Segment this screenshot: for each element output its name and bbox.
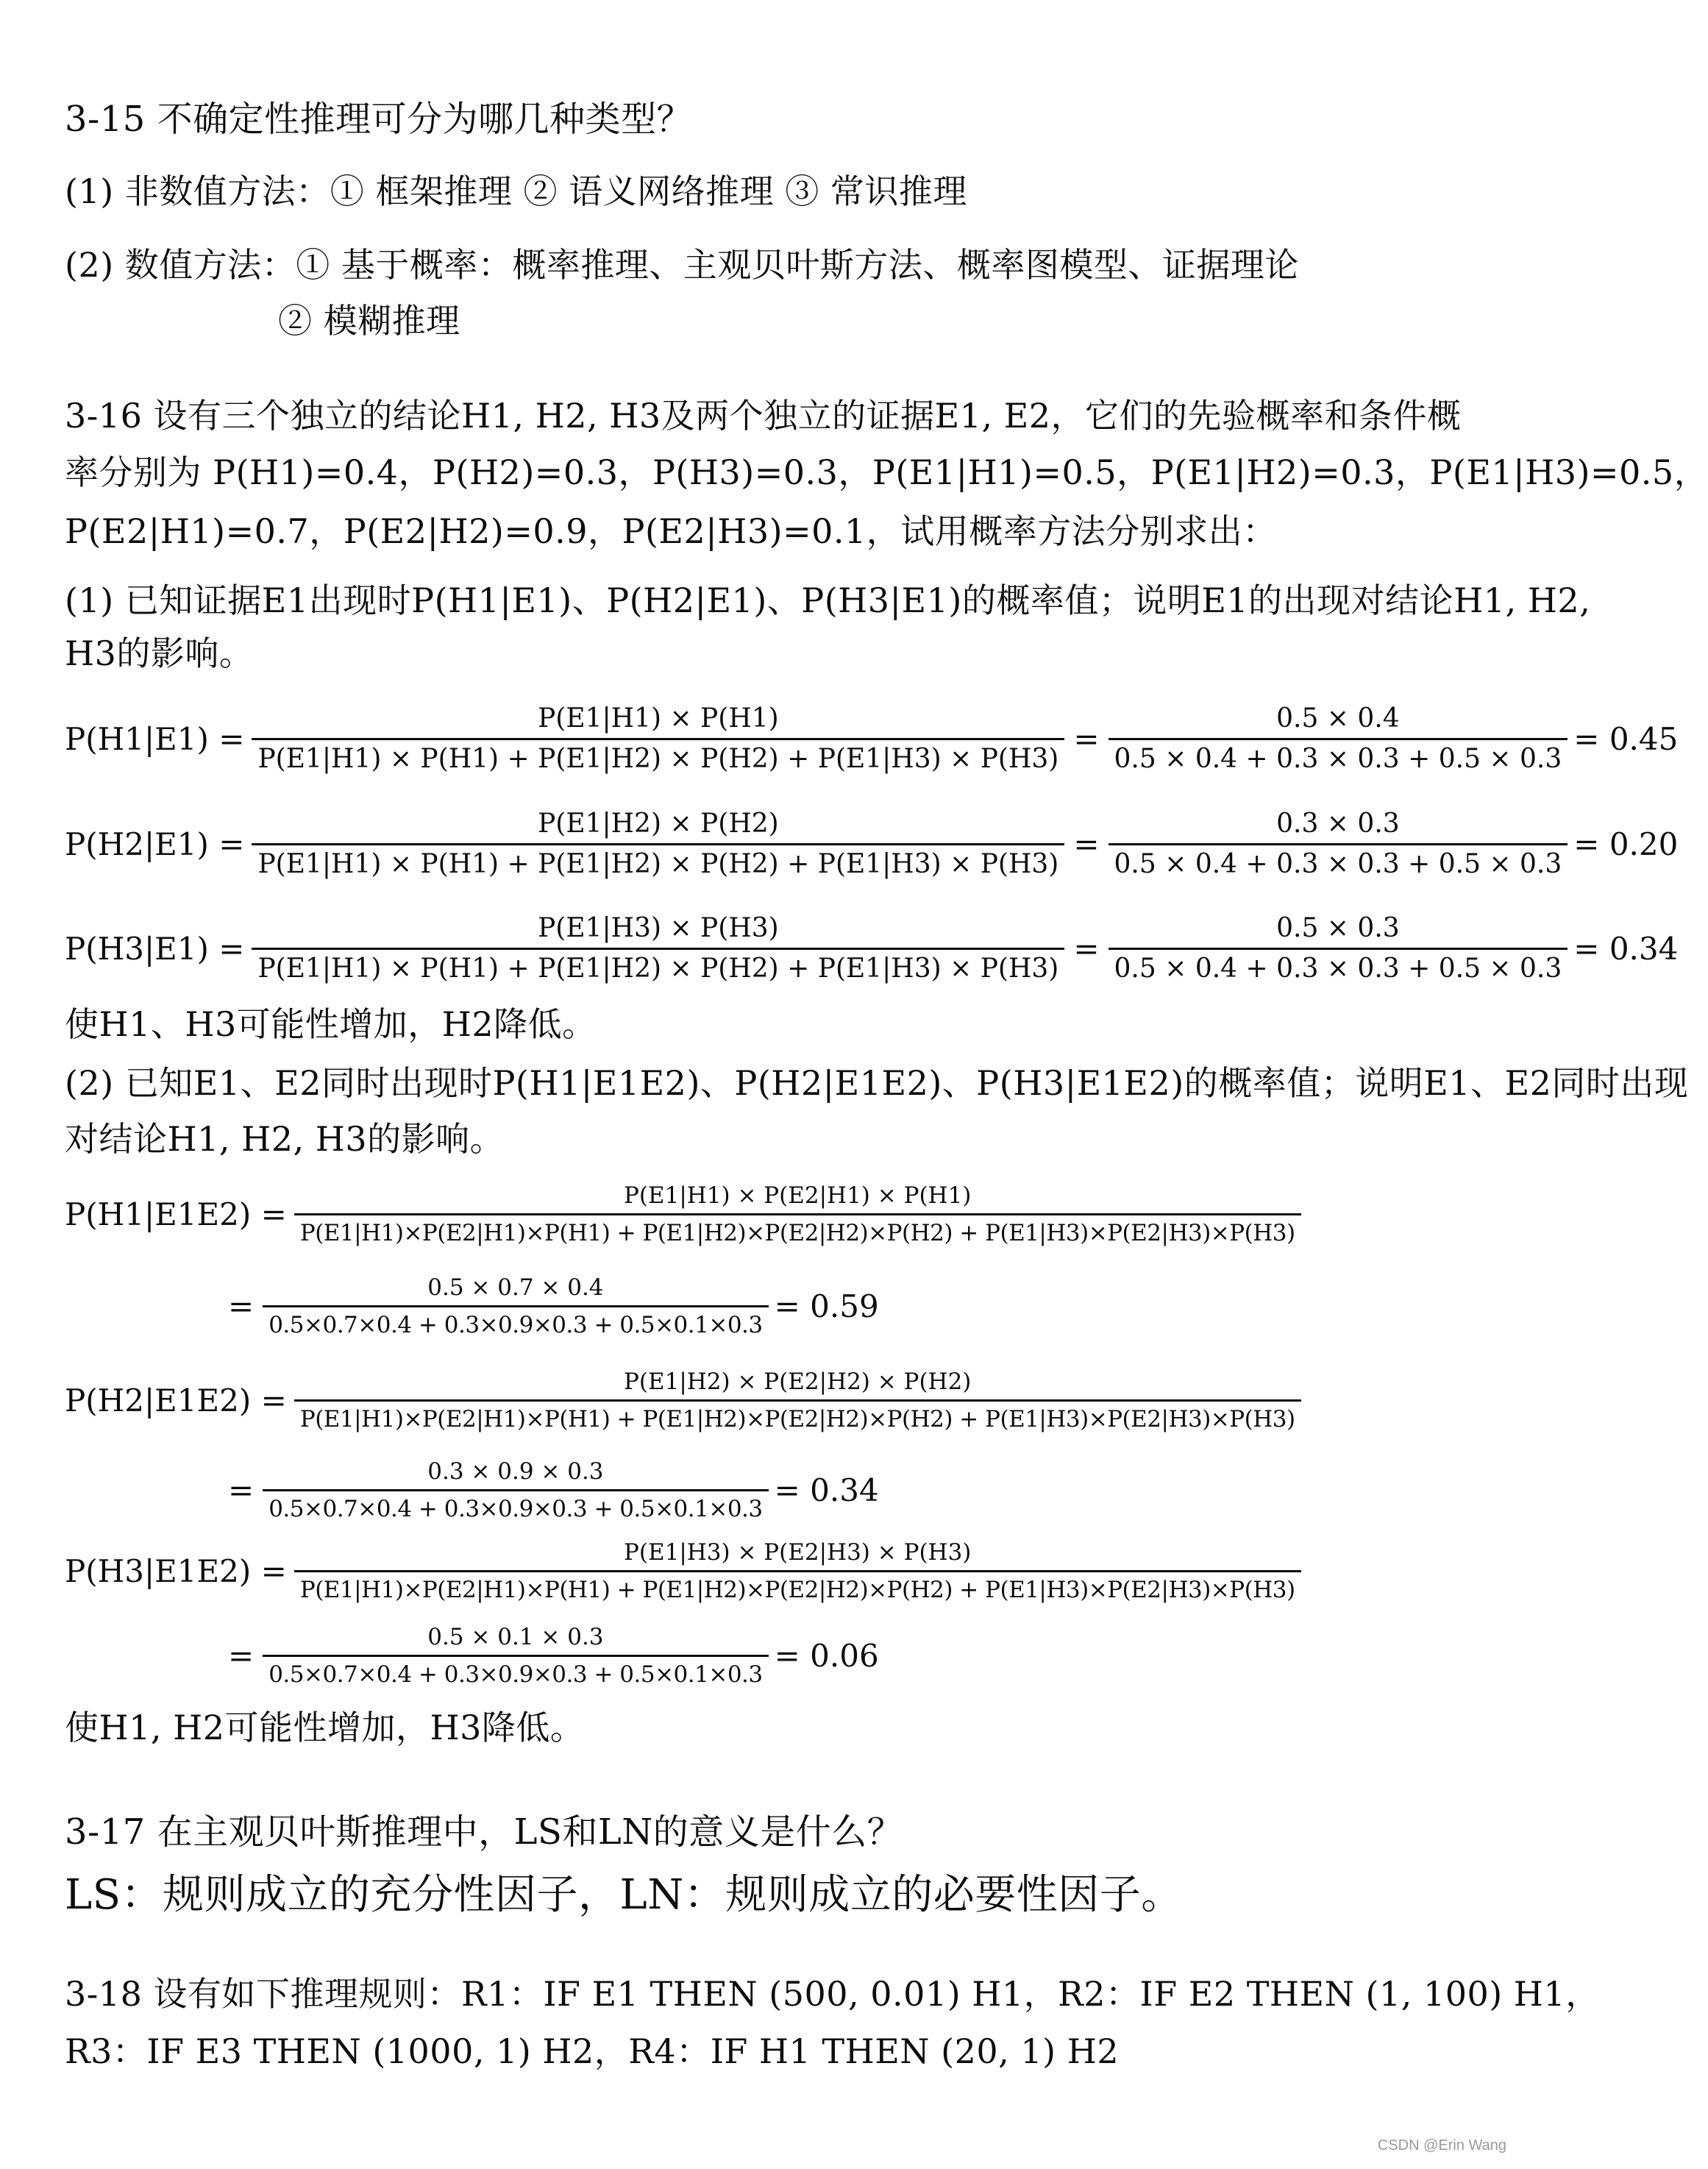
question-3-17-title: 3-17 在主观贝叶斯推理中，LS和LN的意义是什么？ — [65, 1811, 903, 1853]
equation-result: = 0.34 — [774, 1472, 879, 1508]
numerator: P(E1|H2) × P(H2) — [538, 809, 779, 839]
question-3-18-line-2: R3：IF E3 THEN (1000, 1) H2，R4：IF H1 THEN (20, 1) H2 — [65, 2031, 1120, 2071]
q315-fuzzy-reasoning: ② 模糊推理 — [278, 301, 460, 341]
numerator: 0.5 × 0.1 × 0.3 — [427, 1624, 604, 1650]
denominator: 0.5×0.7×0.4 + 0.3×0.9×0.3 + 0.5×0.1×0.3 — [263, 1655, 768, 1689]
denominator: 0.5 × 0.4 + 0.3 × 0.3 + 0.5 × 0.3 — [1109, 948, 1568, 985]
numerator: 0.3 × 0.3 — [1276, 809, 1400, 839]
fraction-numeric — [263, 1457, 768, 1524]
numerator: P(E1|H1) × P(E2|H1) × P(H1) — [624, 1182, 972, 1209]
fraction-symbolic — [294, 1538, 1301, 1605]
numerator: P(E1|H3) × P(H3) — [538, 913, 779, 943]
equation-p-h1-given-e1e2 — [65, 1181, 1301, 1248]
denominator: P(E1|H1)×P(E2|H1)×P(H1) + P(E1|H2)×P(E2|H2)×P(H2) + P(E1|H3)×P(E2|H3)×P(H3) — [294, 1213, 1301, 1248]
equation-lhs: P(H2|E1) = — [65, 826, 245, 862]
fraction-numeric — [1109, 808, 1568, 881]
equation-p-h3-given-e1: P(H3|E1) = $\frac{P(E1|H3) \times P(H3)}{P(E1|H1) \times P(H1) + P(E1|H2) \times P(H2) + P(E1|H3) \times P(H3)}$ = $\frac{0.5 \times 0.3}{0.5 \times 0.4 + 0.3 \times 0.3 + 0.5 \times 0.3}$ = 0.34 — [65, 913, 1679, 984]
q315-numeric-methods: (2) 数值方法：① 基于概率：概率推理、主观贝叶斯方法、概率图模型、证据理论 — [65, 245, 1299, 285]
q316-part-2-conclusion: 使H1, H2可能性增加，H3降低。 — [65, 1708, 585, 1747]
numerator: P(E1|H2) × P(E2|H2) × P(H2) — [624, 1369, 972, 1395]
numerator: 0.5 × 0.7 × 0.4 — [427, 1274, 604, 1301]
q317-answer: LS：规则成立的充分性因子，LN：规则成立的必要性因子。 — [65, 1871, 1183, 1919]
fraction-numeric — [263, 1622, 768, 1689]
numerator: P(E1|H3) × P(E2|H3) × P(H3) — [624, 1539, 972, 1566]
equation-result: = 0.45 — [1573, 721, 1679, 757]
equation-p-h1-given-e1: P(H1|E1) = $\frac{P(E1|H1) \times P(H1)}{P(E1|H1) \times P(H1) + P(E1|H2) \times P(H2) + P(E1|H3) \times P(H3)}$ = $\frac{0.5 \times 0.4}{0.5 \times 0.4 + 0.3 \times 0.3 + 0.5 \times 0.3}$ = 0.45 — [65, 703, 1679, 774]
q316-statement-line-3: P(E2|H1)=0.7，P(E2|H2)=0.9，P(E2|H3)=0.1，试用概率方法分别求出： — [65, 511, 1277, 551]
denominator: P(E1|H1)×P(E2|H1)×P(H1) + P(E1|H2)×P(E2|H2)×P(H2) + P(E1|H3)×P(E2|H3)×P(H3) — [294, 1570, 1301, 1605]
denominator: 0.5 × 0.4 + 0.3 × 0.3 + 0.5 × 0.3 — [1109, 738, 1568, 775]
q316-part-2-line-2: 对结论H1, H2, H3的影响。 — [65, 1119, 505, 1159]
denominator: P(E1|H1) × P(H1) + P(E1|H2) × P(H2) + P(E1|H3) × P(H3) — [252, 948, 1064, 985]
equation-result: = 0.20 — [1573, 826, 1679, 862]
q316-part-1-line-1: (1) 已知证据E1出现时P(H1|E1)、P(H2|E1)、P(H3|E1)的概率值；说明E1的出现对结论H1, H2, — [65, 581, 1591, 620]
q316-statement-line-2: 率分别为 P(H1)=0.4，P(H2)=0.3，P(H3)=0.3，P(E1|H1)=0.5，P(E1|H2)=0.3，P(E1|H3)=0.5， — [65, 452, 1708, 492]
q316-part-2-line-1: (2) 已知E1、E2同时出现时P(H1|E1E2)、P(H2|E1E2)、P(H3|E1E2)的概率值；说明E1、E2同时出现 — [65, 1063, 1689, 1103]
numerator: 0.5 × 0.4 — [1276, 703, 1400, 734]
watermark: CSDN @Erin Wang — [1377, 2137, 1506, 2154]
equation-p-h1-given-e1e2-numeric: = $\frac{0.5 \times 0.7 \times 0.4}{0.5\times 0.7\times 0.4 + 0.3\times 0.9\times 0.3 + 0.5\times 0.1\times 0.3}$ = 0.59 — [228, 1274, 879, 1338]
numerator: 0.3 × 0.9 × 0.3 — [427, 1458, 604, 1485]
equation-p-h2-given-e1e2-numeric: = $\frac{0.3 \times 0.9 \times 0.3}{0.5\times 0.7\times 0.4 + 0.3\times 0.9\times 0.3 + 0.5\times 0.1\times 0.3}$ = 0.34 — [228, 1458, 879, 1522]
equation-p-h2-given-e1e2 — [65, 1367, 1301, 1434]
fraction-numeric — [1109, 703, 1568, 775]
equation-lhs: P(H1|E1) = — [65, 721, 245, 757]
equation-p-h3-given-e1e2-numeric: = $\frac{0.5 \times 0.1 \times 0.3}{0.5\times 0.7\times 0.4 + 0.3\times 0.9\times 0.3 + 0.5\times 0.1\times 0.3}$ = 0.06 — [228, 1624, 879, 1688]
equation-p-h2-given-e1: P(H2|E1) = $\frac{P(E1|H2) \times P(H2)}{P(E1|H1) \times P(H1) + P(E1|H2) \times P(H2) + P(E1|H3) \times P(H3)}$ = $\frac{0.3 \times 0.3}{0.5 \times 0.4 + 0.3 \times 0.3 + 0.5 \times 0.3}$ = 0.20 — [65, 809, 1679, 879]
equation-lhs: P(H2|E1E2) = — [65, 1382, 287, 1419]
fraction-numeric — [1109, 912, 1568, 985]
fraction-symbolic — [294, 1367, 1301, 1434]
q315-nonnumeric-methods: (1) 非数值方法：① 框架推理 ② 语义网络推理 ③ 常识推理 — [65, 171, 967, 211]
denominator: P(E1|H1)×P(E2|H1)×P(H1) + P(E1|H2)×P(E2|H2)×P(H2) + P(E1|H3)×P(E2|H3)×P(H3) — [294, 1399, 1301, 1434]
equation-lhs: P(H3|E1) = — [65, 931, 245, 967]
q316-part-1-conclusion: 使H1、H3可能性增加，H2降低。 — [65, 1004, 597, 1044]
equation-p-h3-given-e1e2 — [65, 1538, 1301, 1605]
equation-result: = 0.34 — [1573, 931, 1679, 967]
fraction-symbolic — [294, 1181, 1301, 1248]
equation-result: = 0.59 — [774, 1288, 879, 1324]
denominator: P(E1|H1) × P(H1) + P(E1|H2) × P(H2) + P(E1|H3) × P(H3) — [252, 843, 1064, 881]
numerator: 0.5 × 0.3 — [1276, 913, 1400, 943]
question-3-18-line-1: 3-18 设有如下推理规则：R1：IF E1 THEN (500, 0.01) H1，R2：IF E2 THEN (1, 100) H1， — [65, 1974, 1600, 2014]
question-3-15-title: 3-15 不确定性推理可分为哪几种类型？ — [65, 99, 693, 140]
denominator: 0.5×0.7×0.4 + 0.3×0.9×0.3 + 0.5×0.1×0.3 — [263, 1305, 768, 1340]
q316-part-1-line-2: H3的影响。 — [65, 633, 254, 673]
fraction-numeric — [263, 1273, 768, 1340]
denominator: P(E1|H1) × P(H1) + P(E1|H2) × P(H2) + P(E1|H3) × P(H3) — [252, 738, 1064, 775]
equation-lhs: P(H3|E1E2) = — [65, 1553, 287, 1589]
denominator: 0.5×0.7×0.4 + 0.3×0.9×0.3 + 0.5×0.1×0.3 — [263, 1489, 768, 1524]
equation-lhs: P(H1|E1E2) = — [65, 1196, 287, 1232]
fraction-symbolic — [252, 912, 1064, 985]
fraction-symbolic — [252, 808, 1064, 881]
numerator: P(E1|H1) × P(H1) — [538, 703, 779, 734]
q316-statement-line-1: 3-16 设有三个独立的结论H1, H2, H3及两个独立的证据E1, E2，它们的先验概率和条件概 — [65, 396, 1462, 436]
denominator: 0.5 × 0.4 + 0.3 × 0.3 + 0.5 × 0.3 — [1109, 843, 1568, 881]
equation-result: = 0.06 — [774, 1638, 879, 1674]
fraction-symbolic — [252, 703, 1064, 775]
